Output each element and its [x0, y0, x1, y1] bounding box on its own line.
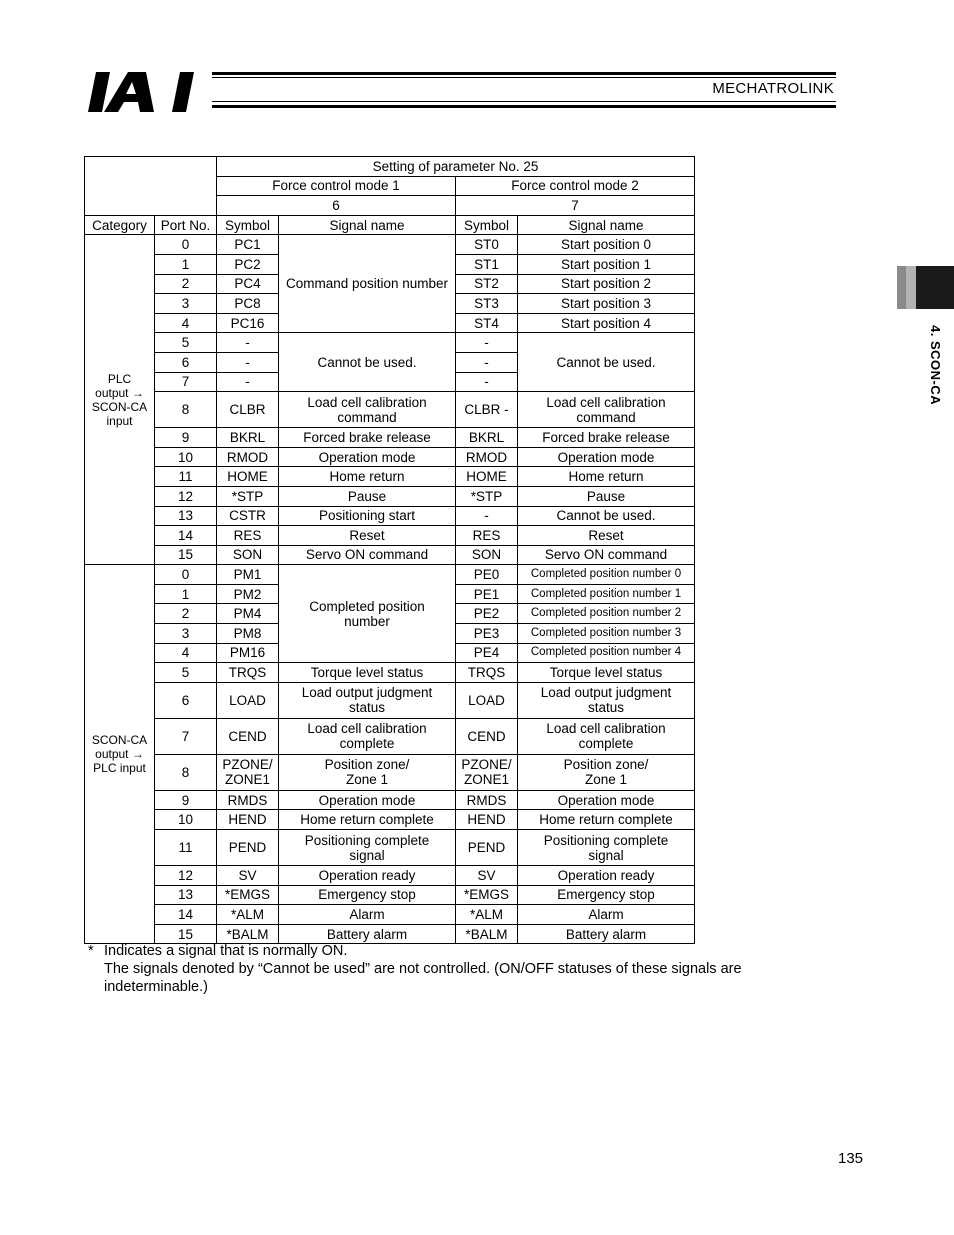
symbol-cell: PE1 — [456, 584, 518, 604]
signal-name-cell: Start position 4 — [518, 313, 695, 333]
symbol-cell: RES — [456, 526, 518, 546]
cell-line: Zone 1 — [584, 772, 628, 788]
header-rule — [212, 77, 836, 78]
cell-line: signal — [349, 847, 385, 863]
port-cell: 9 — [155, 790, 217, 810]
chapter-tab — [897, 266, 954, 309]
symbol-cell: PM1 — [217, 565, 279, 585]
cell-line: command — [337, 409, 397, 425]
table-row — [85, 333, 695, 353]
cell-line: status — [587, 700, 625, 716]
signal-name-cell: Servo ON command — [279, 545, 456, 565]
symbol-cell: - — [456, 333, 518, 353]
symbol-cell: ST3 — [456, 294, 518, 314]
symbol-cell: RMOD — [217, 447, 279, 467]
signal-name-cell: Battery alarm — [279, 924, 456, 944]
footnote-line: indeterminable.) — [104, 979, 208, 995]
port-cell: 14 — [155, 905, 217, 925]
cell-line: output → — [95, 747, 144, 762]
signal-name-cell: Forced brake release — [279, 428, 456, 448]
signal-name-cell: Command position number — [279, 235, 456, 333]
symbol-cell: *BALM — [456, 924, 518, 944]
symbol-cell: HEND — [456, 810, 518, 830]
signal-name-cell — [518, 392, 695, 428]
symbol-cell: - — [456, 352, 518, 372]
symbol-cell: HOME — [217, 467, 279, 487]
symbol-cell: PC2 — [217, 254, 279, 274]
category-header: Category — [85, 215, 155, 235]
page-number: 135 — [838, 1150, 864, 1167]
port-cell: 15 — [155, 545, 217, 565]
cell-line: input — [106, 413, 133, 428]
port-cell: 3 — [155, 294, 217, 314]
symbol-cell: *ALM — [217, 905, 279, 925]
symbol-cell: LOAD — [217, 682, 279, 718]
symbol-cell — [217, 754, 279, 790]
signal-name-cell: Cannot be used. — [279, 333, 456, 392]
symbol-cell: PM8 — [217, 624, 279, 644]
signal-name-cell — [279, 682, 456, 718]
symbol-cell: ST2 — [456, 274, 518, 294]
mode1-header: Force control mode 1 — [217, 176, 456, 196]
port-cell: 11 — [155, 467, 217, 487]
signal-name-cell: Operation ready — [518, 866, 695, 886]
cell-line: Load output judgment — [301, 685, 433, 701]
port-cell: 10 — [155, 810, 217, 830]
cell-line: ZONE1 — [224, 772, 270, 788]
table-row — [85, 467, 695, 487]
signal-name-cell: Operation ready — [279, 866, 456, 886]
port-cell: 5 — [155, 333, 217, 353]
symbol-cell: *BALM — [217, 924, 279, 944]
symbol-cell: *ALM — [456, 905, 518, 925]
symbol-cell: PC8 — [217, 294, 279, 314]
symbol-cell: SV — [456, 866, 518, 886]
symbol-cell: - — [217, 372, 279, 392]
symbol-cell: PM4 — [217, 604, 279, 624]
signal-name-cell: Home return complete — [279, 810, 456, 830]
port-cell: 4 — [155, 643, 217, 663]
category-cell — [85, 565, 155, 944]
signal-name-cell: Home return — [279, 467, 456, 487]
param-header: Setting of parameter No. 25 — [217, 157, 695, 177]
port-cell: 0 — [155, 235, 217, 255]
signal-name-cell: Completed position number 1 — [518, 584, 695, 604]
symbol-cell: PC16 — [217, 313, 279, 333]
signal-name-header: Signal name — [518, 215, 695, 235]
cell-line: complete — [339, 736, 395, 752]
symbol-cell: PM16 — [217, 643, 279, 663]
signal-name-cell: Completed position number 3 — [518, 624, 695, 644]
symbol-cell: ST4 — [456, 313, 518, 333]
cell-line: PZONE/ — [222, 757, 273, 773]
symbol-cell: BKRL — [217, 428, 279, 448]
signal-name-cell: Home return — [518, 467, 695, 487]
signal-name-cell: Battery alarm — [518, 924, 695, 944]
signal-name-cell: Cannot be used. — [518, 333, 695, 392]
signal-name-cell — [518, 754, 695, 790]
symbol-cell: *STP — [456, 486, 518, 506]
signal-name-cell: Reset — [279, 526, 456, 546]
port-cell: 10 — [155, 447, 217, 467]
signal-name-header: Signal name — [279, 215, 456, 235]
cell-line: signal — [588, 847, 624, 863]
symbol-cell: PC1 — [217, 235, 279, 255]
signal-name-cell — [518, 830, 695, 866]
symbol-cell: CEND — [217, 718, 279, 754]
signal-name-cell — [279, 830, 456, 866]
port-cell: 7 — [155, 372, 217, 392]
symbol-cell: SON — [456, 545, 518, 565]
chapter-label: 4. SCON-CA — [928, 325, 943, 406]
symbol-cell: RMDS — [456, 790, 518, 810]
table-row — [85, 754, 695, 790]
port-header: Port No. — [155, 215, 217, 235]
table-row — [85, 885, 695, 905]
signal-name-cell: Completed position number 2 — [518, 604, 695, 624]
port-cell: 15 — [155, 924, 217, 944]
header-row — [85, 215, 695, 235]
table-row — [85, 392, 695, 428]
port-cell: 7 — [155, 718, 217, 754]
cell-line: PLC input — [93, 761, 146, 776]
cell-line: Completed position — [309, 598, 425, 614]
cell-line: complete — [578, 736, 634, 752]
cell-line: Load output judgment — [540, 685, 672, 701]
symbol-cell: BKRL — [456, 428, 518, 448]
table-row — [85, 810, 695, 830]
symbol-cell: RES — [217, 526, 279, 546]
cell-line: PLC — [107, 371, 132, 386]
port-cell: 3 — [155, 624, 217, 644]
signal-name-cell: Torque level status — [279, 663, 456, 683]
signal-name-cell: Completed position number 4 — [518, 643, 695, 663]
symbol-cell — [456, 754, 518, 790]
signal-name-cell — [279, 392, 456, 428]
signal-name-cell: Reset — [518, 526, 695, 546]
symbol-header: Symbol — [217, 215, 279, 235]
port-cell: 8 — [155, 754, 217, 790]
signal-name-cell: Pause — [518, 486, 695, 506]
cell-line: Load cell calibration — [307, 721, 427, 737]
signal-name-cell — [279, 718, 456, 754]
symbol-cell: PE0 — [456, 565, 518, 585]
symbol-cell: RMDS — [217, 790, 279, 810]
header-rule — [212, 105, 836, 108]
cell-line: output → — [95, 385, 144, 400]
cell-line: Positioning complete — [304, 832, 430, 848]
port-cell: 13 — [155, 506, 217, 526]
symbol-cell: PE4 — [456, 643, 518, 663]
signal-table — [84, 156, 695, 944]
symbol-cell: HEND — [217, 810, 279, 830]
signal-name-cell: Alarm — [279, 905, 456, 925]
symbol-cell: - — [217, 333, 279, 353]
cell-line: Zone 1 — [345, 772, 389, 788]
table-row — [85, 663, 695, 683]
signal-name-cell: Start position 2 — [518, 274, 695, 294]
port-cell: 9 — [155, 428, 217, 448]
symbol-cell: HOME — [456, 467, 518, 487]
signal-name-cell: Home return complete — [518, 810, 695, 830]
table-row — [85, 905, 695, 925]
signal-name-cell: Servo ON command — [518, 545, 695, 565]
symbol-cell: CLBR - — [456, 392, 518, 428]
category-cell — [85, 235, 155, 565]
cell-line: SCON-CA — [91, 733, 148, 748]
table-row — [85, 718, 695, 754]
cell-line: number — [344, 613, 390, 629]
section-title: MECHATROLINK — [712, 80, 834, 97]
header-rule — [212, 101, 836, 102]
signal-name-cell: Positioning start — [279, 506, 456, 526]
table-row — [85, 526, 695, 546]
signal-name-cell: Start position 1 — [518, 254, 695, 274]
table-row — [85, 866, 695, 886]
mode2-value: 7 — [456, 196, 695, 216]
table-row — [85, 790, 695, 810]
symbol-cell: PM2 — [217, 584, 279, 604]
symbol-cell: *EMGS — [456, 885, 518, 905]
signal-name-cell: Emergency stop — [279, 885, 456, 905]
cell-line: Load cell calibration — [307, 394, 427, 410]
symbol-cell: ST1 — [456, 254, 518, 274]
cell-line: ZONE1 — [463, 772, 509, 788]
symbol-cell: ST0 — [456, 235, 518, 255]
table-row — [85, 506, 695, 526]
signal-name-cell: Operation mode — [518, 447, 695, 467]
table-row — [85, 428, 695, 448]
footnotes — [88, 942, 808, 996]
symbol-cell: PEND — [217, 830, 279, 866]
port-cell: 12 — [155, 486, 217, 506]
symbol-cell: CSTR — [217, 506, 279, 526]
mode1-value: 6 — [217, 196, 456, 216]
cell-line: Load cell calibration — [546, 721, 666, 737]
symbol-cell: PEND — [456, 830, 518, 866]
symbol-cell: TRQS — [456, 663, 518, 683]
symbol-cell: *STP — [217, 486, 279, 506]
port-cell: 12 — [155, 866, 217, 886]
symbol-header: Symbol — [456, 215, 518, 235]
signal-name-cell: Torque level status — [518, 663, 695, 683]
symbol-cell: TRQS — [217, 663, 279, 683]
symbol-cell: LOAD — [456, 682, 518, 718]
signal-name-cell: Forced brake release — [518, 428, 695, 448]
signal-name-cell — [518, 682, 695, 718]
port-cell: 5 — [155, 663, 217, 683]
cell-line: Position zone/ — [563, 757, 649, 773]
port-cell: 14 — [155, 526, 217, 546]
footnote-marker: * — [88, 943, 94, 959]
table-row — [85, 924, 695, 944]
signal-name-cell: Alarm — [518, 905, 695, 925]
header-rule — [212, 72, 836, 75]
symbol-cell: PE2 — [456, 604, 518, 624]
symbol-cell: CLBR — [217, 392, 279, 428]
symbol-cell: SON — [217, 545, 279, 565]
port-cell: 2 — [155, 604, 217, 624]
port-cell: 13 — [155, 885, 217, 905]
signal-name-cell: Emergency stop — [518, 885, 695, 905]
signal-name-cell: Pause — [279, 486, 456, 506]
port-cell: 8 — [155, 392, 217, 428]
port-cell: 0 — [155, 565, 217, 585]
table-row — [85, 486, 695, 506]
port-cell: 1 — [155, 254, 217, 274]
cell-line: Positioning complete — [543, 832, 669, 848]
signal-name-cell — [518, 718, 695, 754]
cell-line: PZONE/ — [461, 757, 512, 773]
symbol-cell: - — [217, 352, 279, 372]
signal-name-cell — [279, 565, 456, 663]
table-row — [85, 235, 695, 255]
mode2-header: Force control mode 2 — [456, 176, 695, 196]
table-row — [85, 830, 695, 866]
footnote-line: Indicates a signal that is normally ON. — [104, 943, 348, 959]
port-cell: 6 — [155, 352, 217, 372]
symbol-cell: SV — [217, 866, 279, 886]
port-cell: 2 — [155, 274, 217, 294]
cell-line: status — [348, 700, 386, 716]
symbol-cell: CEND — [456, 718, 518, 754]
signal-name-cell: Start position 3 — [518, 294, 695, 314]
signal-name-cell: Start position 0 — [518, 235, 695, 255]
symbol-cell: PE3 — [456, 624, 518, 644]
table-row — [85, 682, 695, 718]
symbol-cell: *EMGS — [217, 885, 279, 905]
port-cell: 6 — [155, 682, 217, 718]
symbol-cell: - — [456, 372, 518, 392]
signal-name-cell: Cannot be used. — [518, 506, 695, 526]
cell-line: Position zone/ — [324, 757, 410, 773]
port-cell: 11 — [155, 830, 217, 866]
footnote-line: The signals denoted by “Cannot be used” are not controlled. (ON/OFF statuses of these signals are — [104, 961, 742, 977]
port-cell: 1 — [155, 584, 217, 604]
symbol-cell: RMOD — [456, 447, 518, 467]
header-row — [85, 157, 695, 177]
iai-logo — [88, 72, 208, 112]
table-row — [85, 447, 695, 467]
signal-name-cell: Operation mode — [518, 790, 695, 810]
signal-name-cell: Completed position number 0 — [518, 565, 695, 585]
signal-name-cell: Operation mode — [279, 790, 456, 810]
symbol-cell: - — [456, 506, 518, 526]
blank-cell — [85, 157, 217, 216]
cell-line: Load cell calibration — [546, 394, 666, 410]
table-row — [85, 565, 695, 585]
signal-name-cell: Operation mode — [279, 447, 456, 467]
cell-line: command — [576, 409, 636, 425]
symbol-cell: PC4 — [217, 274, 279, 294]
cell-line: SCON-CA — [91, 399, 148, 414]
port-cell: 4 — [155, 313, 217, 333]
signal-name-cell — [279, 754, 456, 790]
table-row — [85, 545, 695, 565]
